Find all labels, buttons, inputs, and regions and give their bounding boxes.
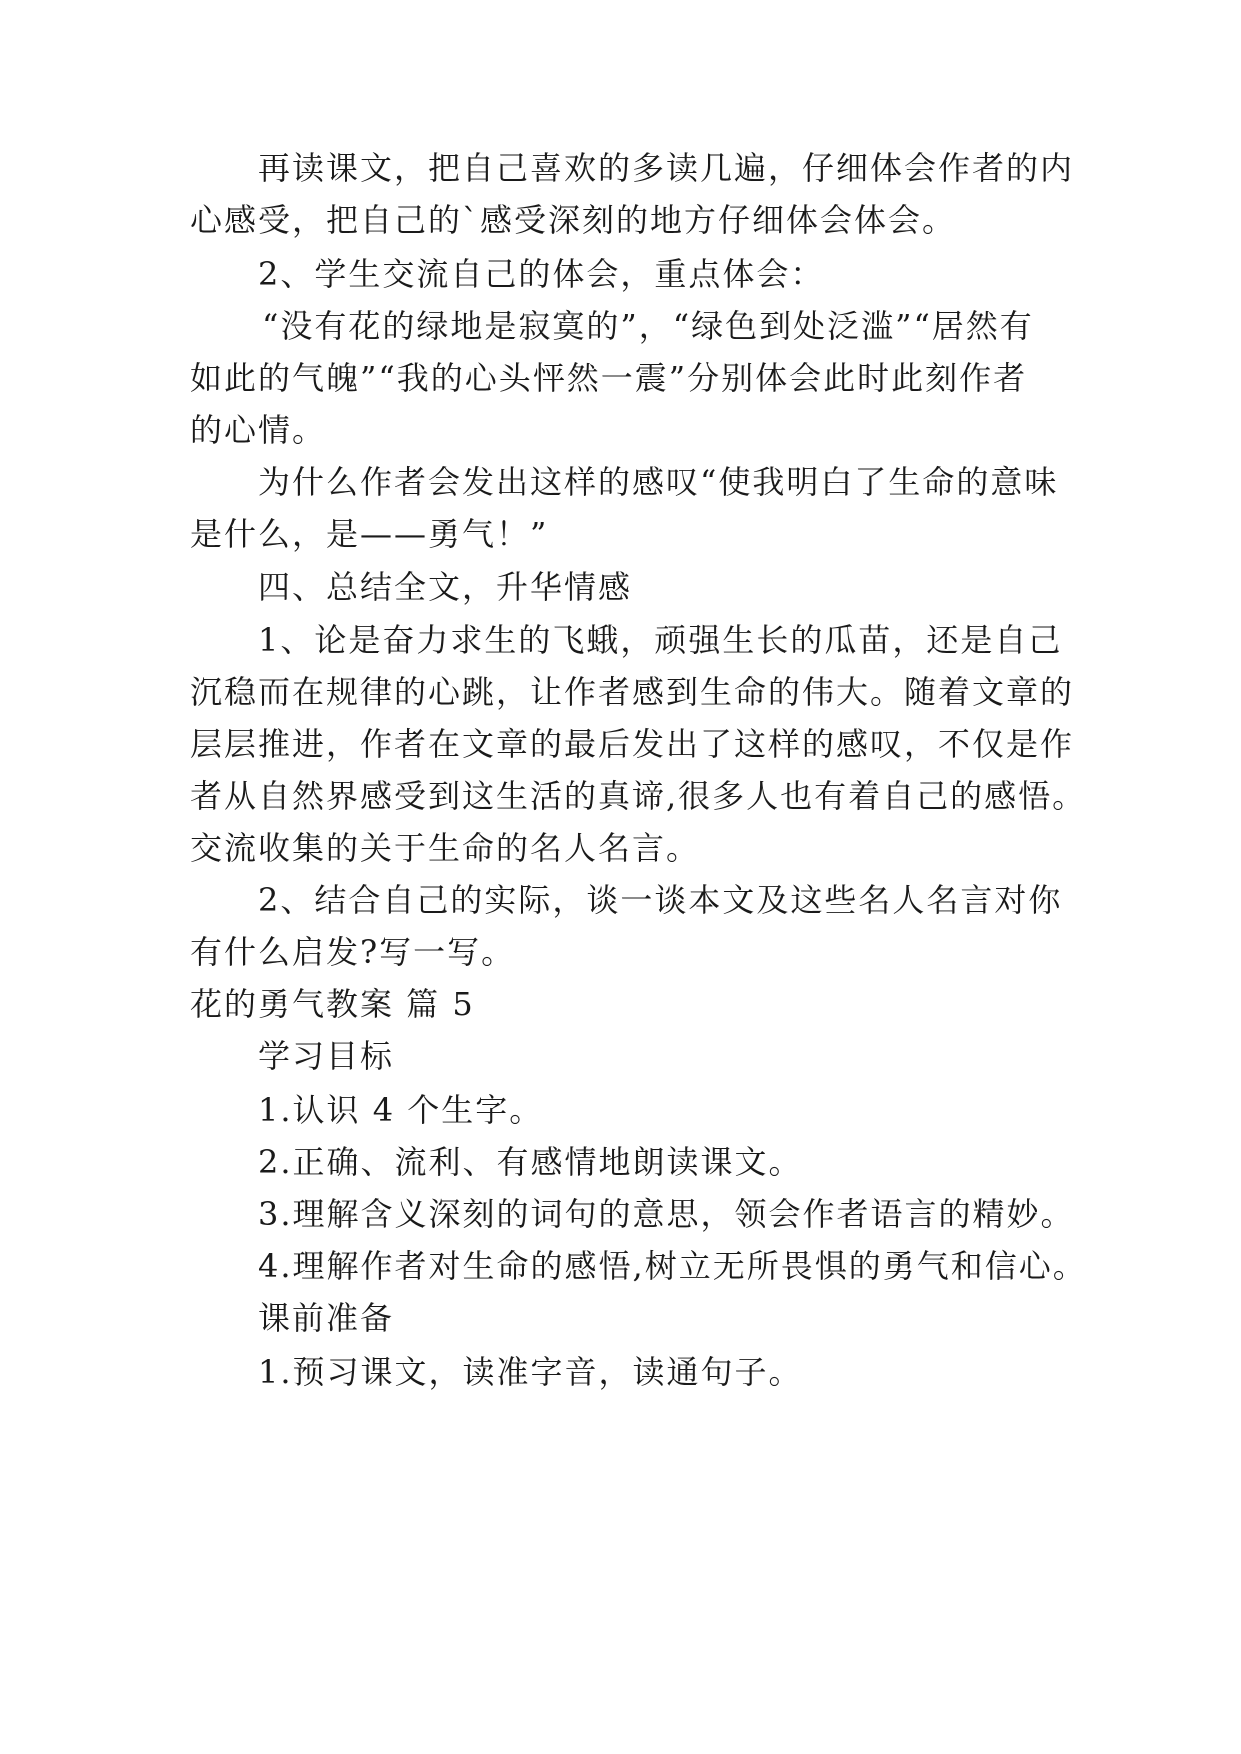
paragraph-line: 心感受，把自己的`感受深刻的地方仔细体会体会。 — [190, 201, 957, 239]
paragraph-line: 者从自然界感受到这生活的真谛,很多人也有着自己的感悟。 — [190, 777, 1087, 815]
list-item: 3.理解含义深刻的词句的意思，领会作者语言的精妙。 — [258, 1195, 1075, 1233]
paragraph-line: 交流收集的关于生命的名人名言。 — [190, 829, 701, 867]
paragraph-line: 是什么，是——勇气！” — [190, 515, 549, 553]
paragraph-line: 层层推进，作者在文章的最后发出了这样的感叹，不仅是作 — [190, 725, 1075, 763]
paragraph-line: 2、结合自己的实际，谈一谈本文及这些名人名言对你 — [258, 881, 1063, 919]
paragraph-line: 沉稳而在规律的心跳，让作者感到生命的伟大。随着文章的 — [190, 673, 1075, 711]
paragraph-line: 如此的气魄”“我的心头怦然一震”分别体会此时此刻作者 — [190, 359, 1028, 397]
document-title: 花的勇气教案 篇 5 — [190, 985, 475, 1023]
section-heading: 四、总结全文，升华情感 — [258, 568, 633, 606]
section-heading: 课前准备 — [258, 1299, 395, 1337]
list-item: 1.预习课文，读准字音，读通句子。 — [258, 1353, 803, 1391]
paragraph-line: 有什么启发?写一写。 — [190, 933, 516, 971]
paragraph-line: 的心情。 — [190, 411, 327, 449]
list-item: 4.理解作者对生命的感悟,树立无所畏惧的勇气和信心。 — [258, 1247, 1087, 1285]
paragraph-line: “没有花的绿地是寂寞的”，“绿色到处泛滥”“居然有 — [262, 307, 1034, 345]
list-item: 2.正确、流利、有感情地朗读课文。 — [258, 1143, 803, 1181]
paragraph-line: 为什么作者会发出这样的感叹“使我明白了生命的意味 — [258, 463, 1059, 501]
section-heading: 学习目标 — [258, 1037, 395, 1075]
list-item: 1.认识 4 个生字。 — [258, 1091, 544, 1129]
paragraph-line: 再读课文，把自己喜欢的多读几遍，仔细体会作者的内 — [258, 149, 1075, 187]
paragraph-line: 2、学生交流自己的体会，重点体会： — [258, 255, 825, 293]
paragraph-line: 1、论是奋力求生的飞蛾，顽强生长的瓜苗，还是自己 — [258, 621, 1063, 659]
